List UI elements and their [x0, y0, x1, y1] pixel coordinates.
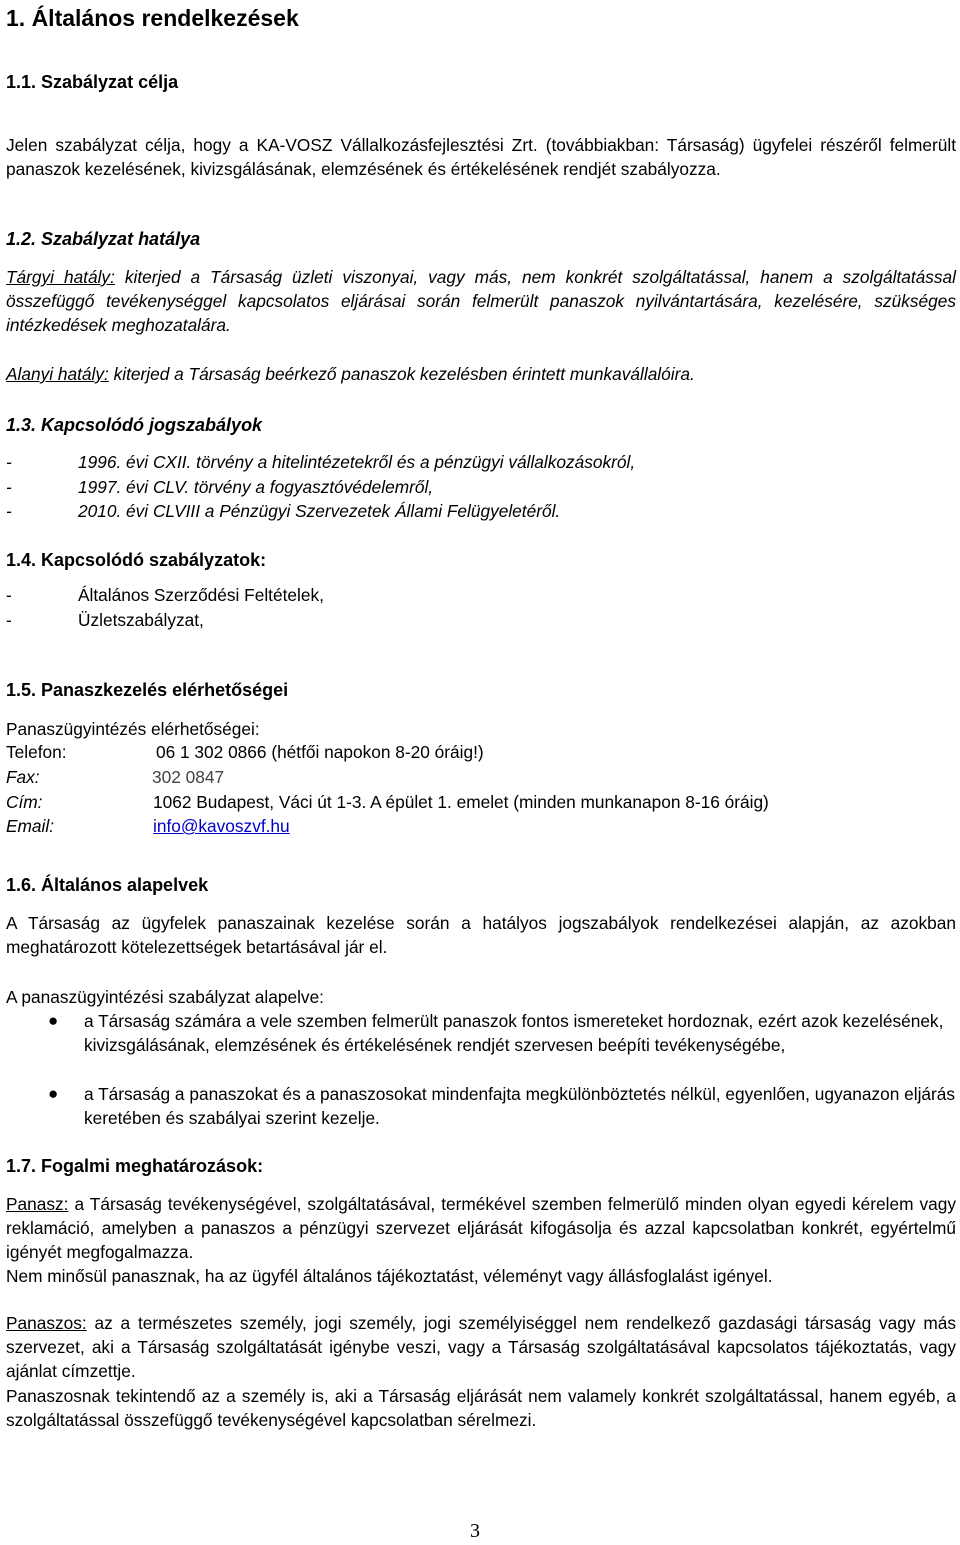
page-number: 3	[470, 1520, 480, 1542]
fax-label: Fax:	[6, 767, 40, 787]
panasz-label: Panasz:	[6, 1194, 69, 1214]
paragraph-alanyi-hataly	[6, 362, 695, 386]
panaszos-text: az a természetes személy, jogi személy, jogi személyiséggel nem rendelkező gazdasági társaság vagy más szervezet, aki a Társaság szolgáltatását igénybe veszi, vagy a Társaság szolgáltatásával kapcsolatos tájékoztatás, vagy ajánlat címzettje.	[6, 1313, 956, 1381]
subsection-title-1-7: 1.7. Fogalmi meghatározások:	[6, 1156, 264, 1176]
targyi-hataly-text: kiterjed a Társaság üzleti viszonyai, vagy más, nem konkrét szolgáltatással, hanem a szolgáltatással összefüggő tevékenységgel kapcsolatos eljárásai során felmerült panaszok nyilvántartására, kezelésére, szükséges intézkedések meghozatalára.	[6, 267, 957, 335]
alanyi-hataly-label: Alanyi hatály:	[6, 364, 109, 384]
email-label: Email:	[6, 816, 55, 836]
address-label: Cím:	[6, 792, 43, 812]
subsection-title-1-1: 1.1. Szabályzat célja	[6, 72, 179, 92]
paragraph-targyi-hataly	[6, 265, 956, 337]
subsection-title-1-6: 1.6. Általános alapelvek	[6, 875, 209, 895]
paragraph-purpose: Jelen szabályzat célja, hogy a KA-VOSZ Vállalkozásfejlesztési Zrt. (továbbiakban: Társaság) ügyfelei részéről felmerült panaszok kezelésének, kivizsgálásának, elemzésének és értékelésének rendjét szabályozza.	[6, 135, 956, 179]
list-item: a Társaság a panaszokat és a panaszosokat mindenfajta megkülönböztetés nélkül, egyenlően, ugyanazon eljárás keretében és szabályai szerint kezelje.	[84, 1084, 956, 1128]
contact-subtitle: Panaszügyintézés elérhetőségei:	[6, 719, 260, 739]
subsection-title-1-3: 1.3. Kapcsolódó jogszabályok	[6, 415, 263, 435]
principles-intro: A panaszügyintézési szabályzat alapelve:	[6, 987, 324, 1007]
subsection-title-1-4: 1.4. Kapcsolódó szabályzatok:	[6, 550, 267, 570]
list-item: a Társaság számára a vele szemben felmerült panaszok fontos ismereteket hordoznak, ezért azok kezelésének, kivizsgálásának, elemzésének és értékelésének rendjét szervesen beépíti tevékenységébe,	[84, 1011, 944, 1055]
targyi-hataly-label: Tárgyi hatály:	[6, 267, 115, 287]
phone-label: Telefon:	[6, 742, 67, 762]
address-value: 1062 Budapest, Váci út 1-3. A épület 1. emelet (minden munkanapon 8-16 óráig)	[153, 792, 769, 812]
subsection-title-1-2: 1.2. Szabályzat hatálya	[6, 229, 201, 249]
panaszos-label: Panaszos:	[6, 1313, 87, 1333]
bullet-icon: ●	[48, 1011, 59, 1030]
panasz-text: a Társaság tevékenységével, szolgáltatásával, termékével szemben felmerülő minden olyan egyedi kérelem vagy reklamáció, amelyben a panaszos a pénzügyi szervezet eljárását kifogásolja és azzal kapcsolatban konkrét, egyértelmű igényét megfogalmazza.	[6, 1194, 956, 1262]
subsection-title-1-5: 1.5. Panaszkezelés elérhetőségei	[6, 680, 289, 700]
paragraph-panaszos	[6, 1311, 956, 1383]
alanyi-hataly-text: kiterjed a Társaság beérkező panaszok kezelésben érintett munkavállalóira.	[108, 364, 695, 384]
panaszos-note: Panaszosnak tekintendő az a személy is, aki a Társaság eljárását nem valamely konkrét szolgáltatással, hanem egyéb, a szolgáltatással összefüggő tevékenységével kapcsolatban sérelmezi.	[6, 1386, 956, 1430]
paragraph-panasz	[6, 1192, 956, 1264]
bullet-icon: ●	[48, 1084, 59, 1103]
email-link[interactable]: info@kavoszvf.hu	[153, 816, 290, 836]
phone-value: 06 1 302 0866 (hétfői napokon 8-20 óráig!)	[156, 742, 484, 762]
section-title: 1. Általános rendelkezések	[6, 5, 299, 31]
paragraph-principles: A Társaság az ügyfelek panaszainak kezelése során a hatályos jogszabályok rendelkezései alapján, az azokban meghatározott kötelezettségek betartásával jár el.	[6, 913, 956, 957]
panasz-note: Nem minősül panasznak, ha az ügyfél általános tájékoztatást, véleményt vagy állásfoglalást igényel.	[6, 1266, 773, 1286]
fax-value: 302 0847	[152, 767, 225, 787]
